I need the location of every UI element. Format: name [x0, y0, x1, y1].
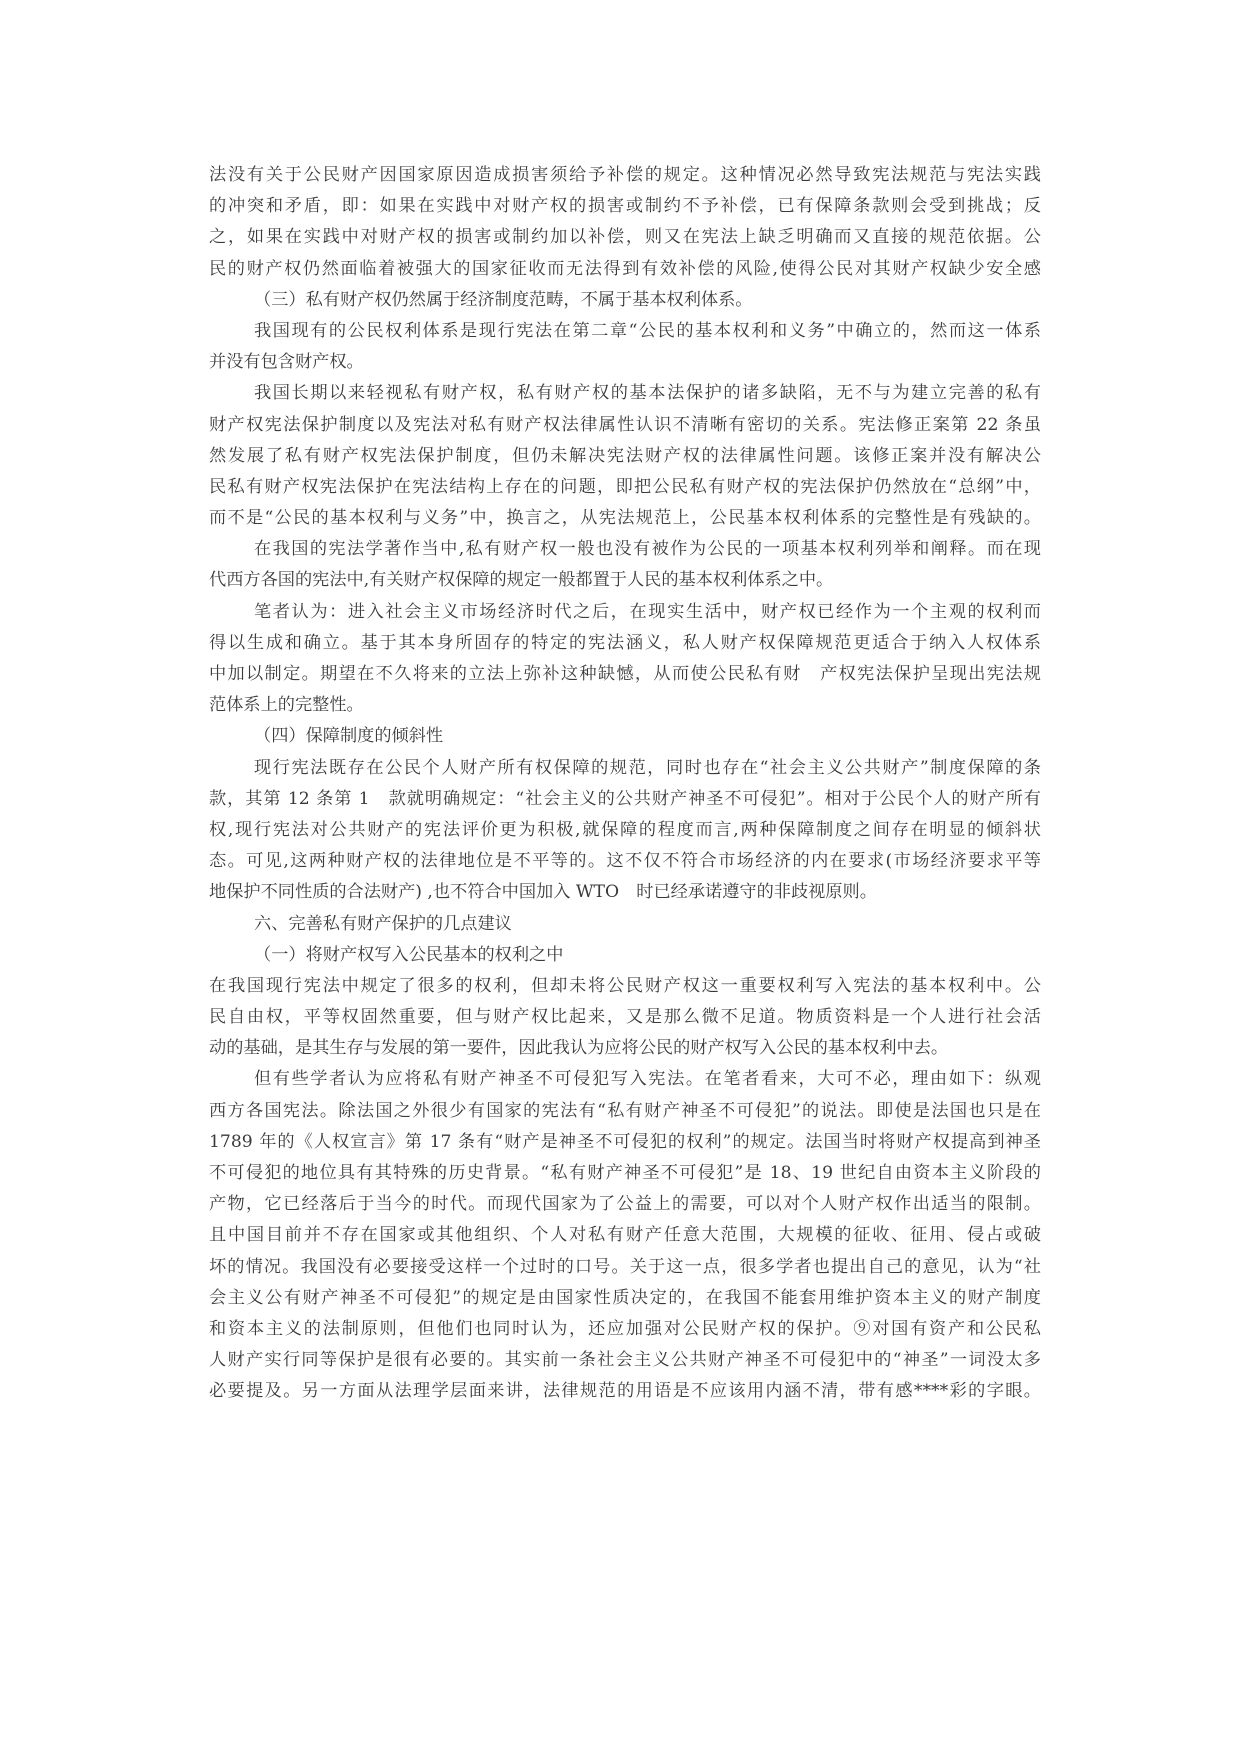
text-line: 必要提及。另一方面从法理学层面来讲，法律规范的用语是不应该用内涵不清，带有感****彩的字眼。: [209, 1381, 1041, 1402]
text-line: （四）保障制度的倾斜性: [254, 726, 444, 747]
text-line: 但有些学者认为应将私有财产神圣不可侵犯写入宪法。在笔者看来，大可不必，理由如下：纵观: [254, 1069, 1041, 1090]
text-line: 1789 年的《人权宣言》第 17 条有“财产是神圣不可侵犯的权利”的规定。法国当时将财产权提高到神圣: [209, 1131, 1041, 1152]
text-line: （一）将财产权写入公民基本的权利之中: [254, 944, 564, 965]
text-line: 然发展了私有财产权宪法保护制度，但仍未解决宪法财产权的法律属性问题。该修正案并没有解决公: [209, 445, 1041, 466]
text-line: 民私有财产权宪法保护在宪法结构上存在的问题，即把公民私有财产权的宪法保护仍然放在“总纲”中，: [209, 476, 1041, 497]
text-line: 得以生成和确立。基于其本身所固存的特定的宪法涵义，私人财产权保障规范更适合于纳入人权体系: [209, 632, 1041, 653]
text-line: 笔者认为：进入社会主义市场经济时代之后，在现实生活中，财产权已经作为一个主观的权利而: [254, 601, 1041, 622]
text-line: 产物，它已经落后于当今的时代。而现代国家为了公益上的需要，可以对个人财产权作出适当的限制。: [209, 1194, 1041, 1215]
text-line: 代西方各国的宪法中,有关财产权保障的规定一般都置于人民的基本权利体系之中。: [209, 570, 834, 591]
text-line: 财产权宪法保护制度以及宪法对私有财产权法律属性认识不清晰有密切的关系。宪法修正案第 22 条虽: [209, 414, 1041, 435]
text-line: 民自由权，平等权固然重要，但与财产权比起来，又是那么微不足道。物质资料是一个人进行社会活: [209, 1007, 1041, 1028]
text-line: 中加以制定。期望在不久将来的立法上弥补这种缺憾，从而使公民私有财 产权宪法保护呈现出宪法规: [209, 664, 1041, 684]
text-line: 之，如果在实践中对财产权的损害或制约加以补偿，则又在宪法上缺乏明确而又直接的规范依据。公: [209, 227, 1041, 248]
text-line: 我国现有的公民权利体系是现行宪法在第二章“公民的基本权利和义务”中确立的，然而这一体系: [254, 320, 1041, 341]
text-line: 并没有包含财产权。: [209, 352, 364, 373]
text-line: 地保护不同性质的合法财产) ,也不符合中国加入 WTO 时已经承诺遵守的非歧视原则。: [209, 882, 877, 903]
text-line: 动的基础，是其生存与发展的第一要件，因此我认为应将公民的财产权写入公民的基本权利中去。: [209, 1038, 949, 1059]
text-line: 人财产实行同等保护是很有必要的。其实前一条社会主义公共财产神圣不可侵犯中的“神圣”一词没太多: [209, 1350, 1041, 1371]
document-page: [209, 160, 1041, 1408]
text-line: 法没有关于公民财产因国家原因造成损害须给予补偿的规定。这种情况必然导致宪法规范与宪法实践: [209, 165, 1041, 185]
text-line: 在我国的宪法学著作当中,私有财产权一般也没有被作为公民的一项基本权利列举和阐释。而在现: [254, 539, 1041, 560]
text-line: 和资本主义的法制原则，但他们也同时认为，还应加强对公民财产权的保护。⑨对国有资产和公民私: [209, 1318, 1041, 1339]
text-line: 权,现行宪法对公共财产的宪法评价更为积极,就保障的程度而言,两种保障制度之间存在明显的倾斜状: [209, 819, 1041, 840]
text-line: 款，其第 12 条第 1 款就明确规定：“社会主义的公共财产神圣不可侵犯”。相对于公民个人的财产所有: [209, 788, 1041, 809]
text-line: 的冲突和矛盾，即：如果在实践中对财产权的损害或制约不予补偿，已有保障条款则会受到挑战；反: [209, 196, 1041, 217]
text-line: 范体系上的完整性。: [209, 695, 364, 716]
text-line: 西方各国宪法。除法国之外很少有国家的宪法有“私有财产神圣不可侵犯”的说法。即使是法国也只是在: [209, 1100, 1041, 1121]
text-line: 会主义公有财产神圣不可侵犯”的规定是由国家性质决定的，在我国不能套用维护资本主义的财产制度: [209, 1287, 1041, 1308]
text-line: （三）私有财产权仍然属于经济制度范畴，不属于基本权利体系。: [254, 289, 753, 310]
text-line: 现行宪法既存在公民个人财产所有权保障的规范，同时也存在“社会主义公共财产”制度保障的条: [254, 757, 1041, 778]
text-line: 在我国现行宪法中规定了很多的权利，但却未将公民财产权这一重要权利写入宪法的基本权利中。公: [209, 975, 1041, 996]
text-line: 民的财产权仍然面临着被强大的国家征收而无法得到有效补偿的风险,使得公民对其财产权缺少安全感: [209, 258, 1041, 279]
text-line: 而不是“公民的基本权利与义务”中，换言之，从宪法规范上，公民基本权利体系的完整性是有残缺的。: [209, 508, 1041, 529]
text-line: 态。可见,这两种财产权的法律地位是不平等的。这不仅不符合市场经济的内在要求(市场经济要求平等: [209, 851, 1041, 872]
text-line: 坏的情况。我国没有必要接受这样一个过时的口号。关于这一点，很多学者也提出自己的意见，认为“社: [209, 1256, 1041, 1277]
text-line: 六、完善私有财产保护的几点建议: [254, 913, 512, 934]
text-line: 不可侵犯的地位具有其特殊的历史背景。“私有财产神圣不可侵犯”是 18、19 世纪自由资本主义阶段的: [209, 1163, 1041, 1183]
text-line: 且中国目前并不存在国家或其他组织、个人对私有财产任意大范围，大规模的征收、征用、侵占或破: [209, 1225, 1041, 1246]
text-line: 我国长期以来轻视私有财产权，私有财产权的基本法保护的诸多缺陷，无不与为建立完善的私有: [254, 383, 1041, 404]
